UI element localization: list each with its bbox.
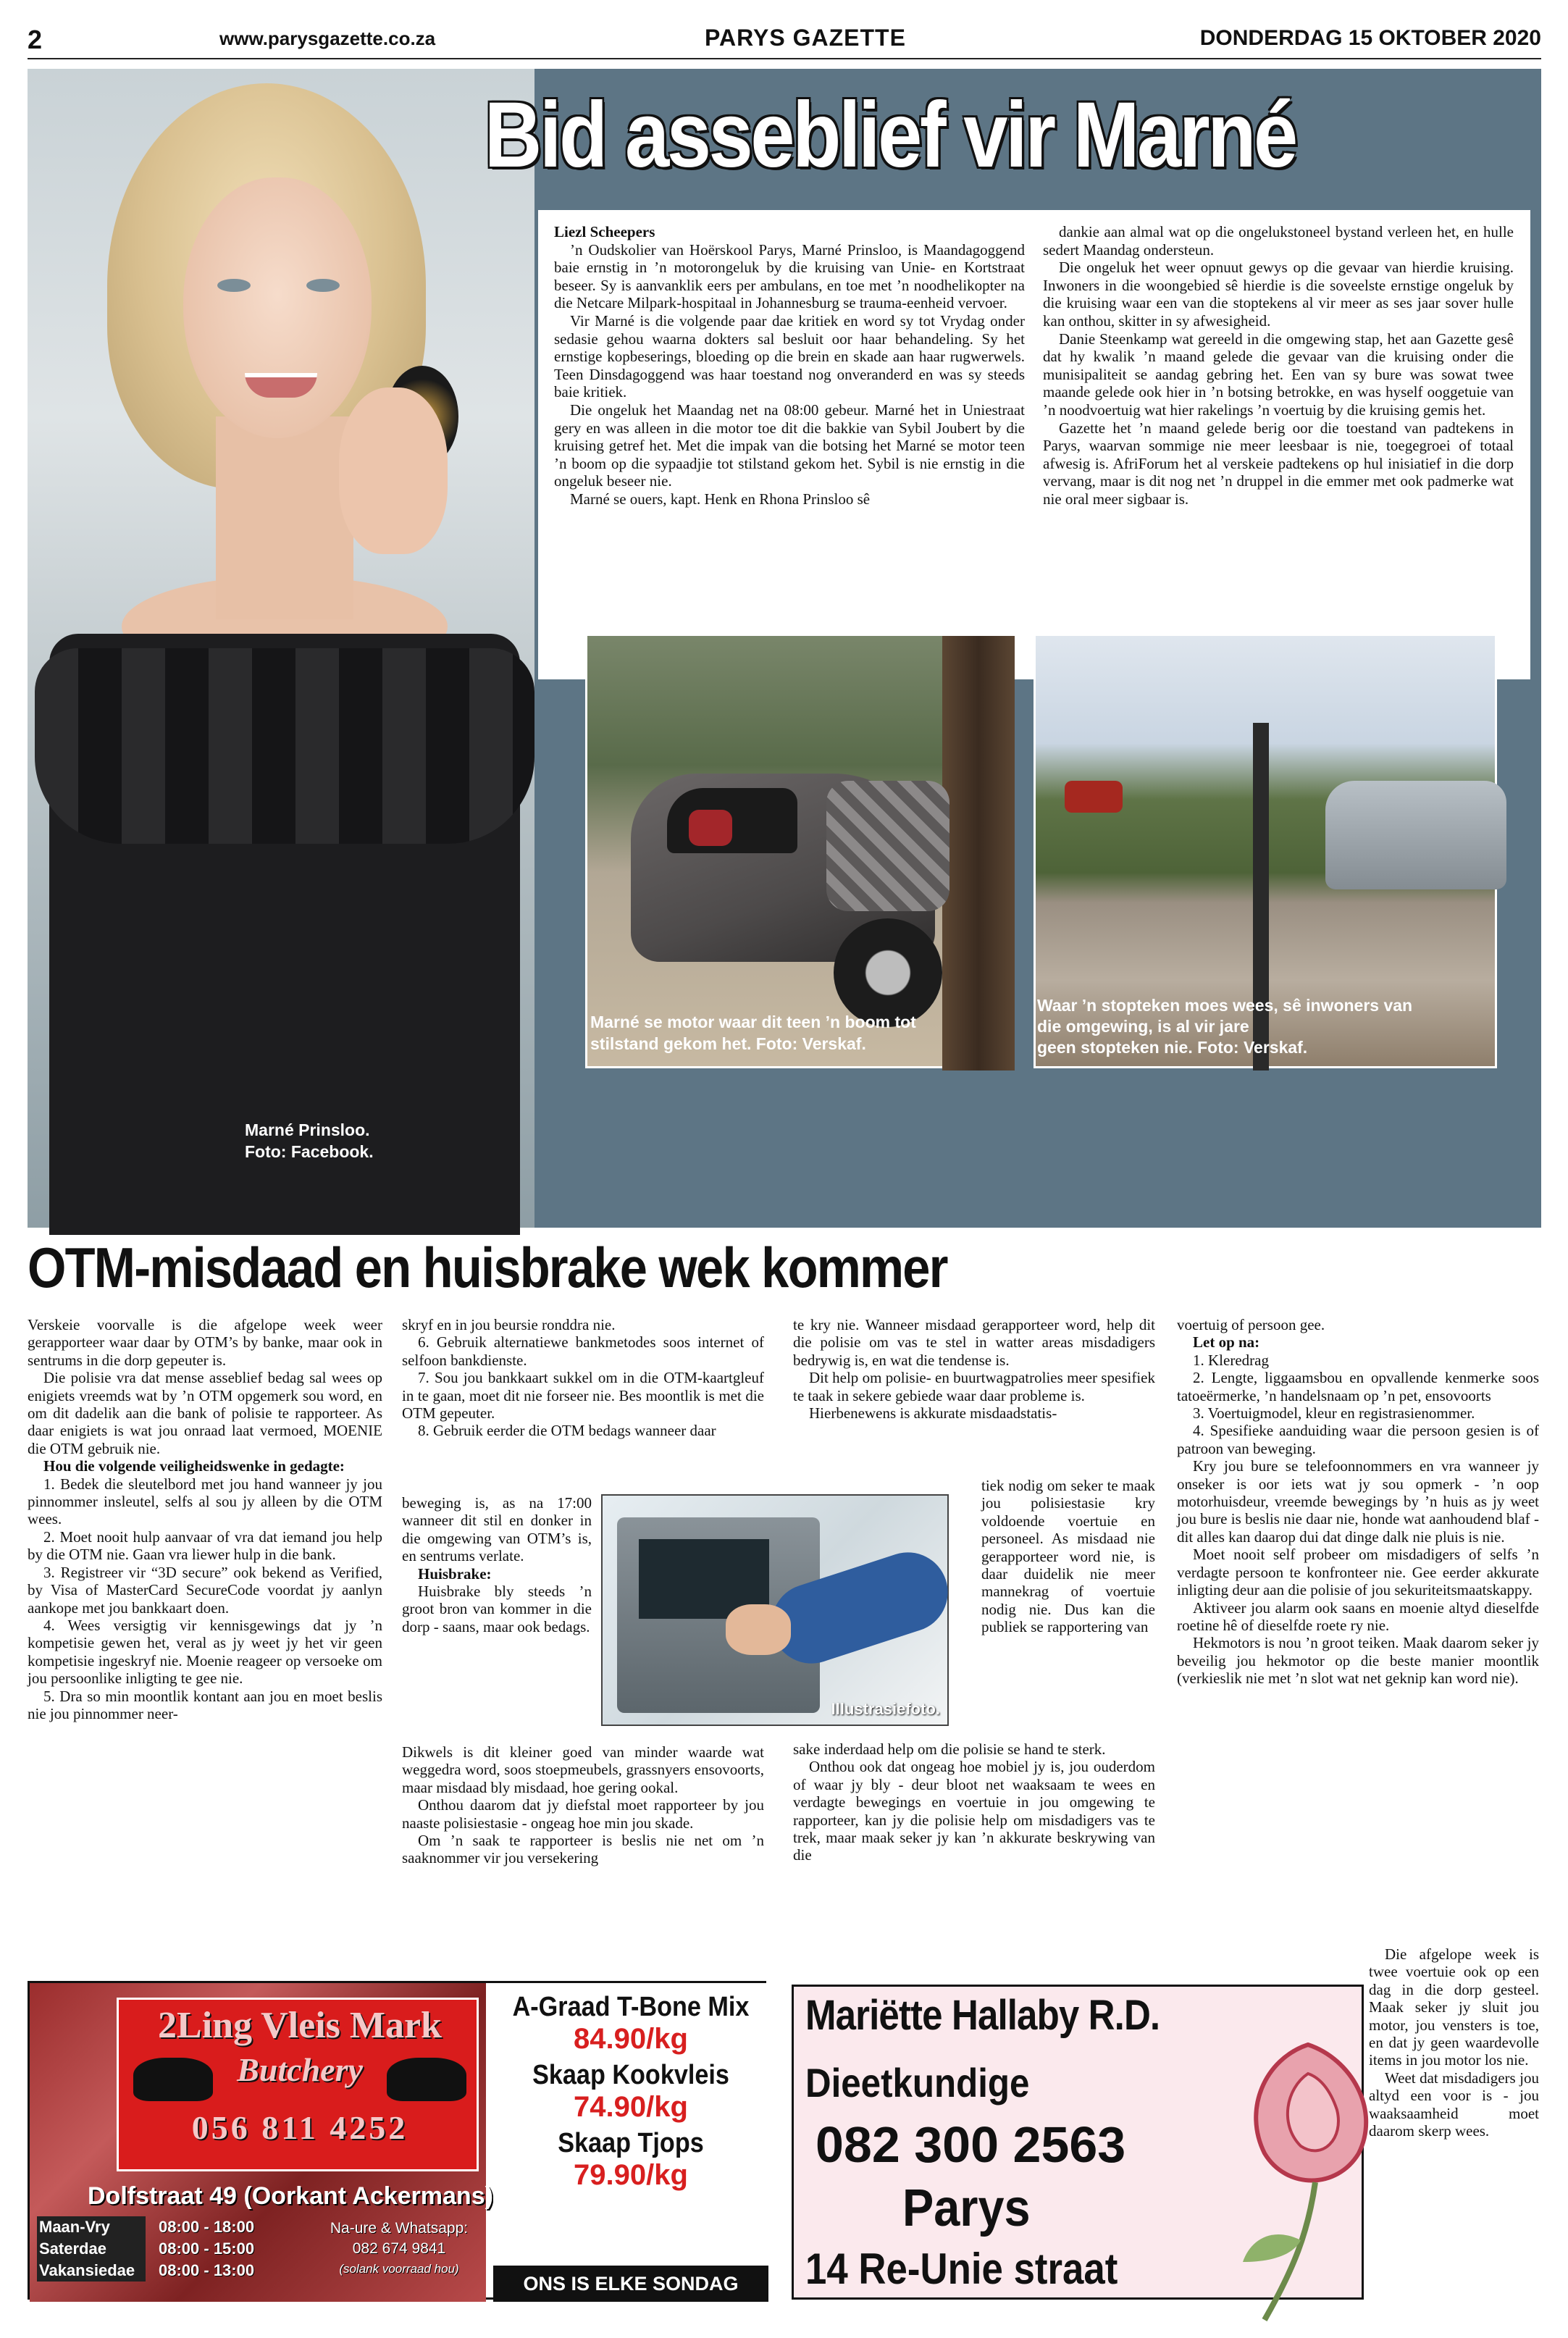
butchery-subtitle: Butchery: [237, 2051, 363, 2088]
paragraph: 3. Voertuigmodel, kleur en registrasienommer.: [1193, 1404, 1475, 1423]
atm-photo: [601, 1494, 949, 1726]
opening-hours: Maan-Vry 08:00 - 18:00 Saterdae 08:00 - 15:00 Vakansiedae 08:00 - 13:00: [37, 2216, 290, 2282]
dietitian-title: Dieetkundige: [805, 2060, 1030, 2106]
paragraph: 5. Dra so min moontlik kontant aan jou en moet beslis nie jou pinnommer neer-: [28, 1687, 382, 1722]
otm-headline: OTM-misdaad en huisbrake wek kommer: [28, 1236, 947, 1299]
butchery-phone: 056 811 4252: [191, 2109, 408, 2146]
paragraph: 3. Registreer vir “3D secure” ook bekend as Verified, by Visa of MasterCard SecureCode voordat jy aanlyn aankope met jou bankkaart doen.: [28, 1563, 382, 1617]
paragraph: Dikwels is dit kleiner goed van minder waarde wat weggedra word, soos stoepmeubels, grassnyers ensovoorts, maar misdaad bly misdaad, hoe gering ookal.: [402, 1743, 764, 1796]
paragraph: tiek nodig om seker te maak jou polisiestasie kry voldoende voertuie en personeel. As misdaad nie gerapporteer word nie, is daar duidelik nie meer mannekrag of voertuie nodig nie. Dus kan die publiek se rapportering van: [981, 1477, 1155, 1636]
paragraph: Let op na:: [1193, 1333, 1260, 1352]
paragraph: Onthou daarom dat jy diefstal moet rapporteer by jou naaste polisiestasie - ongeag hoe min jou skade.: [402, 1796, 764, 1832]
street-photo-caption: Waar ’n stopteken moes wees, sê inwoners van die omgewing, is al vir jare geen stopteken nie. Foto: Verskaf.: [1037, 996, 1413, 1057]
paragraph: Onthou ook dat ongeag hoe mobiel jy is, jou ouderdom of waar jy bly - deur bloot net waaksaam te wees en verdagte bewegings en voertuie in jou omgewing te rapporteer, kan jy die polisie help om misdadigers vas te trek, maar maak seker jy kan ’n akkurate beskrywing van die: [793, 1758, 1155, 1864]
masthead: PARYS GAZETTE: [705, 25, 906, 51]
paragraph: Die afgelope week is twee voertuie ook op een dag in die dorp gesteel. Maak seker jy sluit jou motor, jou vensters is toe, en dat jy geen waardevolle items in jou motor los nie.: [1369, 1945, 1539, 2069]
paragraph: Verskeie voorvalle is die afgelope week weer gerapporteer waar daar by OTM’s by banke, maar ook in sentrums in die dorp gepeuter is.: [28, 1316, 382, 1369]
paragraph: 1. Kleredrag: [1193, 1351, 1269, 1369]
paragraph: 6. Gebruik alternatiewe bankmetodes soos internet of selfoon bankdienste.: [402, 1333, 764, 1369]
price-item-value: 79.90/kg: [574, 2159, 688, 2191]
paragraph: Danie Steenkamp wat gereeld in die omgewing stap, het aan Gazette gesê dat hy kwalik ’n maand gelede die gevaar van die kruising onder die munisipaliteit se aandag gebring het. Een van sy bure was sowat twee maande gelede ook hier in ’n botsing betrokke, en was hyself ooggetuie van ’n noodvoertuig wat hier rakelings ’n voertuig by die kruising gemis het.: [1043, 330, 1514, 419]
otm-column-3-bottom: [793, 1740, 1155, 1864]
price-list: [493, 1983, 768, 2331]
paragraph: 4. Wees versigtig vir kennisgewings dat jy ’n kompetisie gewen het, veral as jy weet jy het vir geen kompetisie ingeskryf nie. Moenie reageer op versoeke om jou persoonlike inligting te gee nie.: [28, 1616, 382, 1688]
paragraph: beweging is, as na 17:00 wanneer dit stil en donker in die omgewing van OTM’s is, en sentrums verlate.: [402, 1494, 592, 1565]
paragraph: dankie aan almal wat op die ongelukstoneel bystand verleen het, en hulle sedert Maandag ondersteun.: [1043, 223, 1514, 259]
page-number: 2: [28, 25, 43, 54]
paragraph: Dit help om polisie- en buurtwagpatrolies meer spesifiek te taak in sekere gebiede waar daar probleme is.: [793, 1369, 1155, 1404]
paragraph: Hierbenewens is akkurate misdaadstatis-: [809, 1404, 1057, 1423]
rose-icon: [1199, 2030, 1417, 2320]
paragraph: Moet nooit self probeer om misdadigers of selfs ’n verdagte persoon te konfronteer nie. Gee eerder akkurate inligting deur aan die polisie of jou sekuriteitsmaatskappy.: [1177, 1546, 1539, 1599]
price-item-name: A-Graad T-Bone Mix: [512, 1992, 750, 2022]
portrait-photo: [28, 69, 534, 1228]
paragraph: Vir Marné is die volgende paar dae kritiek en word sy tot Vrydag onder sedasie gehou waarna dokters sal besluit oor haar behandeling. Sy het ernstige kopbeserings, bloeding op die brein en skade aan haar rugwerwels. Teen Dinsdagoggend was haar toestand nog onveranderd en was sy steeds baie kritiek.: [554, 311, 1025, 401]
paragraph: Aktiveer jou alarm ook saans en moenie altyd dieselfde roetine hê of dieselfde roete ry nie.: [1177, 1599, 1539, 1634]
feature-section: [28, 69, 1541, 1228]
paragraph: Huisbrake:: [418, 1564, 492, 1583]
paragraph: Om ’n saak te rapporteer is beslis nie net om ’n saaknommer vir jou versekering: [402, 1832, 764, 1867]
butchery-name: 2Ling Vleis Mark: [158, 2005, 442, 2046]
price-item-value: 84.90/kg: [574, 2023, 688, 2055]
feature-headline: Bid asseblief vir Marné: [484, 83, 1296, 187]
paragraph: Die ongeluk het Maandag net na 08:00 gebeur. Marné het in Uniestraat gery en was alleen in die motor toe dit die bakkie van Sybil Joubert by die kruising getref het. Met die impak van die botsing het Marné se motor teen ’n boom op die sypaadjie tot stilstand gekom het. Sybil is nie ernstig in die ongeluk beseer nie.: [554, 401, 1025, 490]
car-photo-caption: Marné se motor waar dit teen ’n boom tot stilstand gekom het. Foto: Verskaf.: [590, 1013, 916, 1053]
butchery-logo: [117, 1998, 479, 2171]
dietitian-phone[interactable]: 082 300 2563: [816, 2116, 1126, 2173]
paragraph: 2. Moet nooit hulp aanvaar of vra dat iemand jou help by die OTM nie. Gaan vra liewer hulp in die bank.: [28, 1528, 382, 1564]
price-item-value: 74.90/kg: [574, 2091, 688, 2123]
paragraph: voertuig of persoon gee.: [1177, 1316, 1325, 1333]
atm-photo-caption: Illustrasiefoto.: [831, 1700, 940, 1718]
paragraph: Marné se ouers, kapt. Henk en Rhona Prinsloo sê: [570, 490, 871, 508]
butchery-advert[interactable]: [28, 1981, 766, 2331]
paragraph: 4. Spesifieke aanduiding waar die persoon gesien is of patroon van beweging.: [1177, 1422, 1539, 1457]
butchery-address: Dolfstraat 49 (Oorkant Ackermans): [88, 2182, 493, 2210]
feature-column-1: [554, 223, 1025, 508]
page-header: [28, 20, 1541, 59]
otm-column-2-narrow: [402, 1494, 592, 1635]
paragraph: skryf en in jou beursie ronddra nie.: [402, 1316, 616, 1333]
feature-article: [538, 210, 1530, 679]
feature-column-2: [1043, 223, 1514, 508]
otm-column-4: [1177, 1316, 1539, 1688]
paragraph: ’n Oudskolier van Hoërskool Parys, Marné Prinsloo, is Maandagoggend baie ernstig in ’n motorongeluk by die kruising van Unie- en Kortstraat beseer. Sy is aanvanklik eers per ambulans, en toe met ’n noodhelikopter na die Netcare Milpark-hospitaal in Johannesburg se trauma-eenheid vervoer.: [554, 240, 1025, 312]
dietitian-address: 14 Re-Unie straat: [805, 2245, 1118, 2293]
price-item-name: Skaap Tjops: [558, 2128, 704, 2158]
paragraph: 7. Sou jou bankkaart sukkel om in die OTM-kaartgleuf in te gaan, moet dit nie forseer nie. Bes moontlik is met die OTM gepeuter.: [402, 1369, 764, 1423]
byline: Liezl Scheepers: [554, 223, 655, 240]
dietitian-name: Mariëtte Hallaby R.D.: [805, 1992, 1160, 2039]
paragraph: Die ongeluk het weer opnuut gewys op die gevaar van hierdie kruising. Inwoners in die woongebied sê hierdie is die soveelste ernstige ongeluk by die kruising waar een van die stoptekens al vir meer as ses jaar sover hulle kan onthou, skitter in sy afwesigheid.: [1043, 259, 1514, 330]
otm-column-2: [402, 1316, 764, 1440]
paragraph: Hekmotors is nou ’n groot teiken. Maak daarom seker jy beveilig jou hekmotor op die beste manier moontlik (verkieslik nie met ’n slot wat net geknip kan word nie).: [1177, 1634, 1539, 1688]
portrait-caption: Marné Prinsloo. Foto: Facebook.: [245, 1120, 374, 1161]
otm-column-1: [28, 1316, 382, 1722]
paragraph: Kry jou bure se telefoonnommers en vra wanneer jy onseker is oor iets wat jy sou opmerk - ’n oop motorhuisdeur, vreemde bewegings by ’n huis as jy weet jou bure is beslis nie daar nie, honde wat aanhoudend blaf - dit alles kan daarop dui dat dinge dalk nie pluis is nie.: [1177, 1457, 1539, 1546]
dietitian-town: Parys: [902, 2179, 1031, 2237]
otm-column-2-bottom: [402, 1743, 764, 1867]
paragraph: Gazette het ’n maand gelede berig oor die toestand van padtekens in Parys, waarvan sommige nie meer leesbaar is nie, toegegroei of totaal afwesig is. AfriForum het al verskeie padtekens op hul inisiatief in die dorp vervang, maar is dit nog net ’n druppel in die emmer met ook padmerke wat nie oral meer sigbaar is.: [1043, 419, 1514, 508]
paragraph: 8. Gebruik eerder die OTM bedags wanneer daar: [418, 1422, 716, 1440]
sunday-banner: ONS IS ELKE SONDAG OOP!!!: [493, 2266, 768, 2302]
paragraph: 2. Lengte, liggaamsbou en opvallende kenmerke soos tatoeërmerke, ’n handelsnaam op ’n pet, ensovoorts: [1177, 1369, 1539, 1404]
otm-column-3: [793, 1316, 1155, 1422]
paragraph: sake inderdaad help om die polisie se hand te sterk.: [793, 1740, 1106, 1758]
dietitian-advert[interactable]: [792, 1985, 1364, 2300]
crashed-car-photo: [585, 634, 1013, 1068]
website-link[interactable]: www.parysgazette.co.za: [219, 28, 436, 49]
whatsapp-info: Na-ure & Whatsapp: 082 674 9841 (solank voorraad hou): [330, 2220, 469, 2276]
paragraph: Die polisie vra dat mense asseblief bedag sal wees op enigiets vreemds wat by ’n OTM opgemerk sou word, en om dit dadelik aan die bank of polisie te rapporteer. As daar enigiets is wat jou onraad laat vermoed, MOENIE die OTM gebruik nie.: [28, 1369, 382, 1457]
paragraph: te kry nie. Wanneer misdaad gerapporteer word, help dit die polisie om vas te stel in watter areas misdadigers bedrywig is, en wat die tendense is.: [793, 1316, 1155, 1369]
intersection-photo: [1034, 634, 1497, 1068]
paragraph: Weet dat misdadigers jou altyd een voor is - jou waaksaamheid moet daarom skerp wees.: [1369, 2069, 1539, 2140]
paragraph: Hou die volgende veiligheidswenke in gedagte:: [43, 1457, 345, 1475]
otm-column-3-narrow: [981, 1477, 1155, 1636]
paragraph: 1. Bedek die sleutelbord met jou hand wanneer jy jou pinnommer insleutel, selfs al sou jy alleen by die OTM wees.: [28, 1475, 382, 1528]
paragraph: Huisbrake bly steeds ’n groot bron van kommer in die dorp - saans, maar ook bedags.: [402, 1583, 592, 1635]
price-item-name: Skaap Kookvleis: [532, 2060, 729, 2090]
issue-date: DONDERDAG 15 OKTOBER 2020: [1199, 26, 1541, 50]
